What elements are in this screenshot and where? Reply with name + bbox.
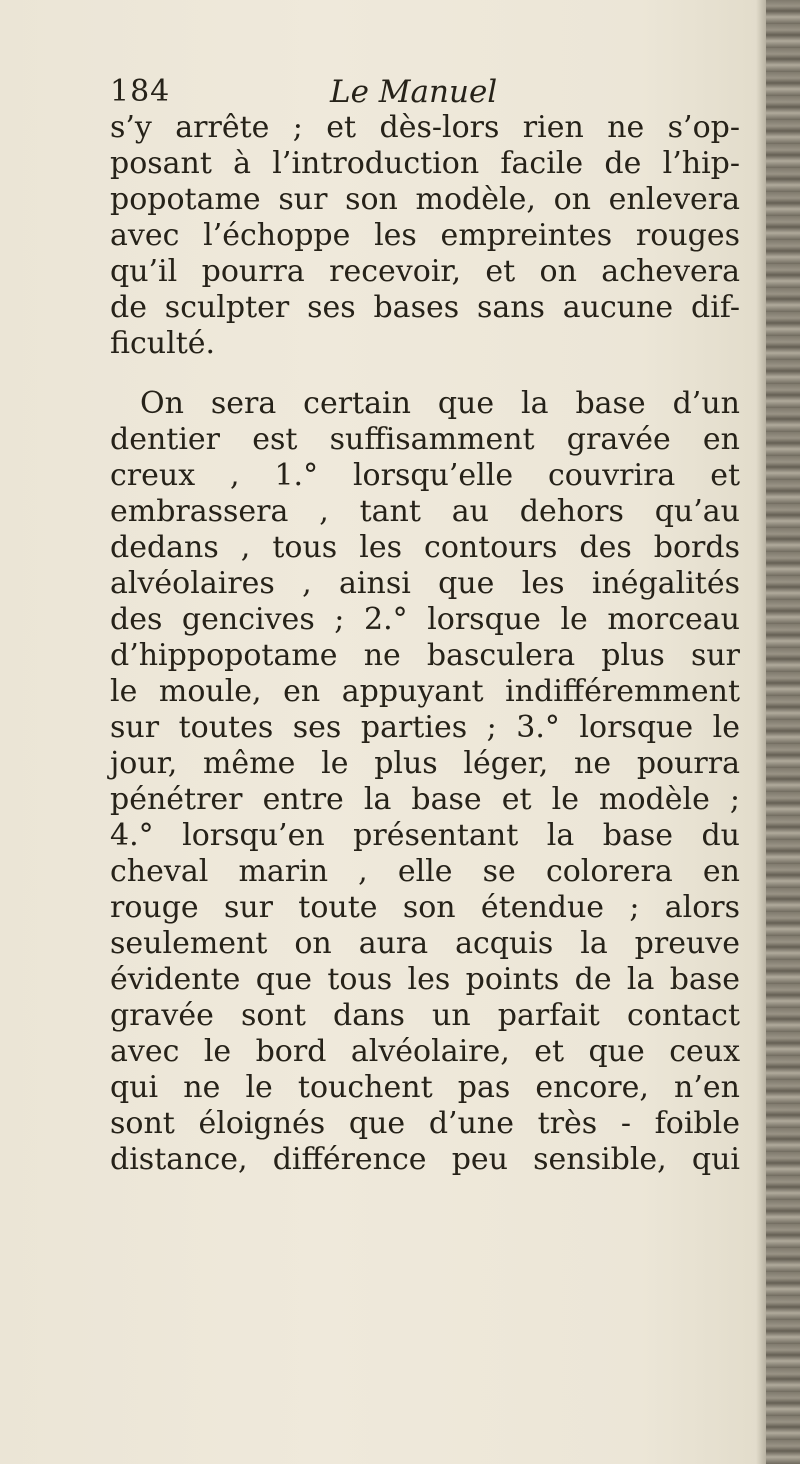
text-line: qu’il pourra recevoir, et on achevera [110,254,740,289]
text-line: ficulté. [110,326,216,361]
text-line: jour, même le plus léger, ne pourra [110,746,740,781]
text-line: pénétrer entre la base et le modèle ; [110,782,740,817]
paragraph-1 [110,110,740,362]
text-line: 4.° lorsqu’en présentant la base du [110,818,740,853]
body-text [110,110,740,1178]
text-line: distance, différence peu sensible, qui [110,1142,740,1177]
page-edge [766,0,800,1464]
text-line: cheval marin , elle se colorera en [110,854,740,889]
page-number: 184 [110,74,171,109]
paragraph-2 [110,386,740,1178]
text-line: popotame sur son modèle, on enlevera [110,182,740,217]
text-line: d’hippopotame ne basculera plus sur [110,638,740,673]
text-line: seulement on aura acquis la preuve [110,926,740,961]
text-line: évidente que tous les points de la base [110,962,740,997]
paragraph-gap [110,362,740,386]
text-line: rouge sur toute son étendue ; alors [110,890,740,925]
text-line: de sculpter ses bases sans aucune dif- [110,290,740,325]
text-line: sur toutes ses parties ; 3.° lorsque le [110,710,740,745]
page-header [110,74,710,114]
text-line: dedans , tous les contours des bords [110,530,740,565]
text-line: qui ne le touchent pas encore, n’en [110,1070,740,1105]
text-line: sont éloignés que d’une très - foible [110,1106,740,1141]
text-line: embrassera , tant au dehors qu’au [110,494,740,529]
text-line: dentier est suffisamment gravée en [110,422,740,457]
page-gutter-shadow [756,0,766,1464]
text-line: On sera certain que la base d’un [140,386,740,421]
text-line: avec l’échoppe les empreintes rouges [110,218,740,253]
text-line: s’y arrête ; et dès-lors rien ne s’op- [110,110,740,145]
text-line: avec le bord alvéolaire, et que ceux [110,1034,740,1069]
running-head: Le Manuel [330,74,498,110]
text-line: des gencives ; 2.° lorsque le morceau [110,602,740,637]
text-line: posant à l’introduction facile de l’hip- [110,146,740,181]
text-line: gravée sont dans un parfait contact [110,998,740,1033]
text-line: le moule, en appuyant indifféremment [110,674,740,709]
text-line: alvéolaires , ainsi que les inégalités [110,566,740,601]
text-line: creux , 1.° lorsqu’elle couvrira et [110,458,740,493]
